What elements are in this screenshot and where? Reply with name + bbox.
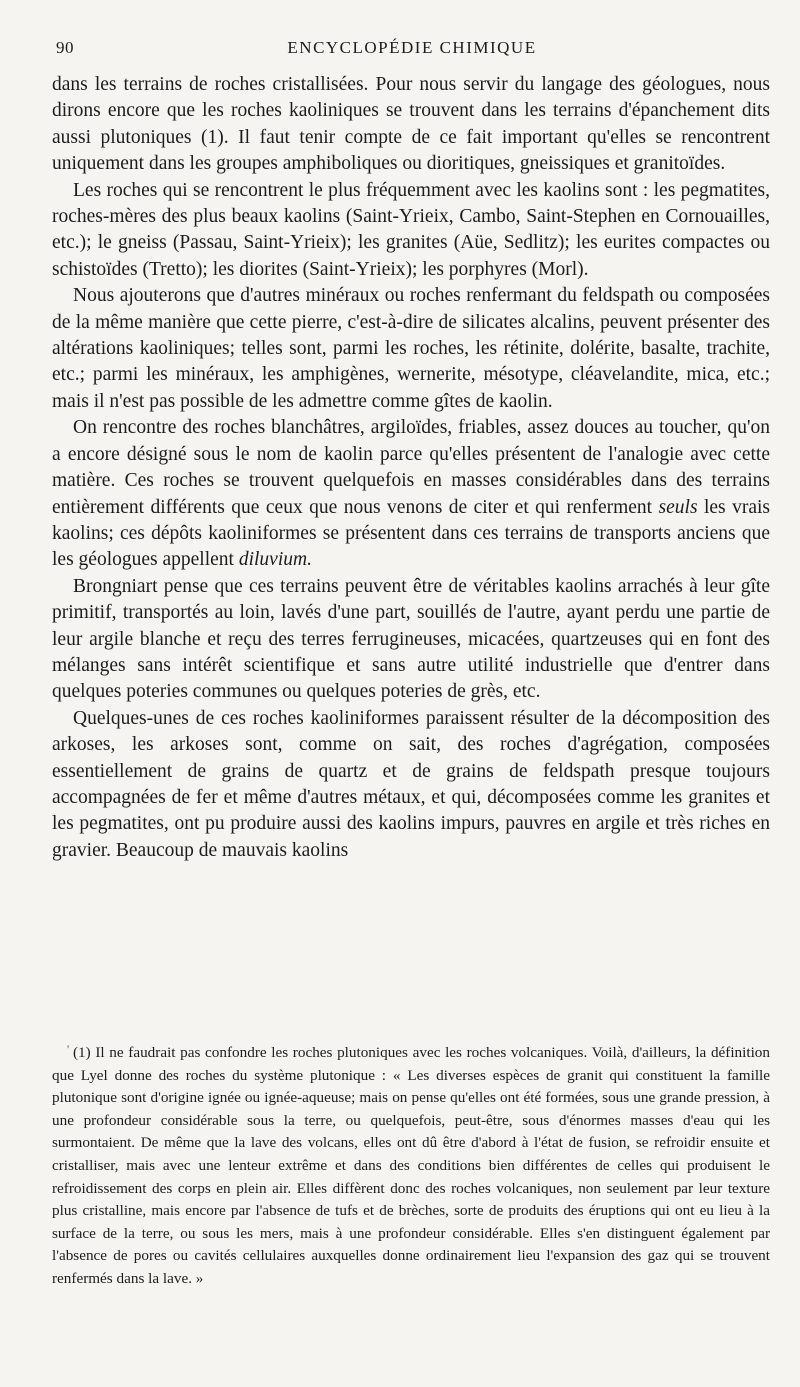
emphasis-diluvium: diluvium. <box>238 549 312 571</box>
paragraph-text-cont: les vrais kaolins; ces dépôts kaoliniformes se présentent dans ces terrains de transports anciens que les géologues appellent <box>52 496 770 571</box>
paragraph-text: Brongniart pense que ces terrains peuvent être de véritables kaolins arrachés à leur gîte primitif, transportés au loin, lavés d'une part, souillés de l'autre, ayant perdu une partie de leur argile blanche et reçu des terres ferrugineuses, micacées, quartzeuses qui en font des mélanges sans intérêt scientifique et sans autre utilité industrielle que d'entrer dans quelques poteries communes ou quelques poteries de grès, etc. <box>52 575 770 703</box>
paragraph-text: On rencontre des roches blanchâtres, argiloïdes, friables, assez douces au toucher, qu'on a encore désigné sous le nom de kaolin parce qu'elles présentent de l'analogie avec cette matière. Ces roches se trouvent quelquefois en masses considérables dans des terrains entièrement différents que ceux que nous venons de citer et qui renferment <box>52 417 770 518</box>
page-header <box>52 38 772 64</box>
paragraph-2 <box>52 178 770 284</box>
emphasis-seuls: seuls <box>658 496 698 518</box>
paragraph-6 <box>52 706 770 864</box>
footnote-section <box>52 1042 770 1291</box>
paragraph-3 <box>52 283 770 415</box>
running-title: ENCYCLOPÉDIE CHIMIQUE <box>287 38 537 57</box>
page-number: 90 <box>56 38 74 57</box>
paragraph-5 <box>52 574 770 706</box>
footnote-mark: ' <box>67 1042 70 1056</box>
footnote-1 <box>52 1042 770 1291</box>
paragraph-text: dans les terrains de roches cristallisées. Pour nous servir du langage des géologues, nous dirons encore que les roches kaoliniques se trouvent dans les terrains d'épanchement dits aussi plutoniques (1). Il faut tenir compte de ce fait important qu'elles se rencontrent uniquement dans les groupes amphiboliques ou dioritiques, gneissiques et granitoïdes. <box>52 74 770 175</box>
paragraph-text: Quelques-unes de ces roches kaoliniformes paraissent résulter de la décomposition des arkoses, les arkoses sont, comme on sait, des roches d'agrégation, composées essentiellement de grains de quartz et de grains de feldspath presque toujours accompagnées de fer et même d'autres métaux, et qui, décomposées comme les granites et les pegmatites, ont pu produire aussi des kaolins impurs, pauvres en argile et très riches en gravier. Beaucoup de mauvais kaolins <box>52 707 770 861</box>
footnote-text: (1) Il ne faudrait pas confondre les roches plutoniques avec les roches volcaniques. Voilà, d'ailleurs, la définition que Lyel donne des roches du système plutonique : « Les diverses espèces de granit qui constituent la famille plutonique sont d'origine ignée ou ignée-aqueuse; mais on pense qu'elles ont été formées, sous une grande pression, à une profondeur considérable sous la terre, ou quelquefois, peut-être, sous d'énormes masses d'eau qui les surmontaient. De même que la lave des volcans, elles ont dû être d'abord à l'état de fusion, se refroidir ensuite et cristalliser, mais avec une lenteur extrême et dans des conditions bien différentes de celles qui produisent le refroidissement des corps en plein air. Elles diffèrent donc des roches volcaniques, non seulement par leur texture plus cristalline, mais encore par l'absence de tufs et de brèches, sorte de produits des éruptions qui ont eu lieu à la surface de la terre, ou sous les mers, mais à une profondeur considérable. Elles s'en distinguent également par l'absence de pores ou cavités cellulaires auxquelles donne ordinairement lieu l'expansion des gaz qui se trouvent renfermés dans la lave. » <box>52 1044 770 1287</box>
paragraph-1 <box>52 72 770 178</box>
paragraph-text: Nous ajouterons que d'autres minéraux ou roches renfermant du feldspath ou composées de la même manière que cette pierre, c'est-à-dire de silicates alcalins, peuvent présenter des altérations kaoliniques; telles sont, parmi les roches, les rétinite, dolérite, basalte, trachite, etc.; parmi les minéraux, les amphigènes, wernerite, mésotype, cléavelandite, mica, etc.; mais il n'est pas possible de les admettre comme gîtes de kaolin. <box>52 285 770 412</box>
paragraph-4 <box>52 415 770 573</box>
paragraph-text: Les roches qui se rencontrent le plus fréquemment avec les kaolins sont : les pegmatites, roches-mères des plus beaux kaolins (Saint-Yrieix, Cambo, Saint-Stephen en Cornouailles, etc.); le gneiss (Passau, Saint-Yrieix); les granites (Aüe, Sedlitz); les eurites compactes ou schistoïdes (Tretto); les diorites (Saint-Yrieix); les porphyres (Morl). <box>52 179 770 280</box>
main-text <box>52 72 770 864</box>
